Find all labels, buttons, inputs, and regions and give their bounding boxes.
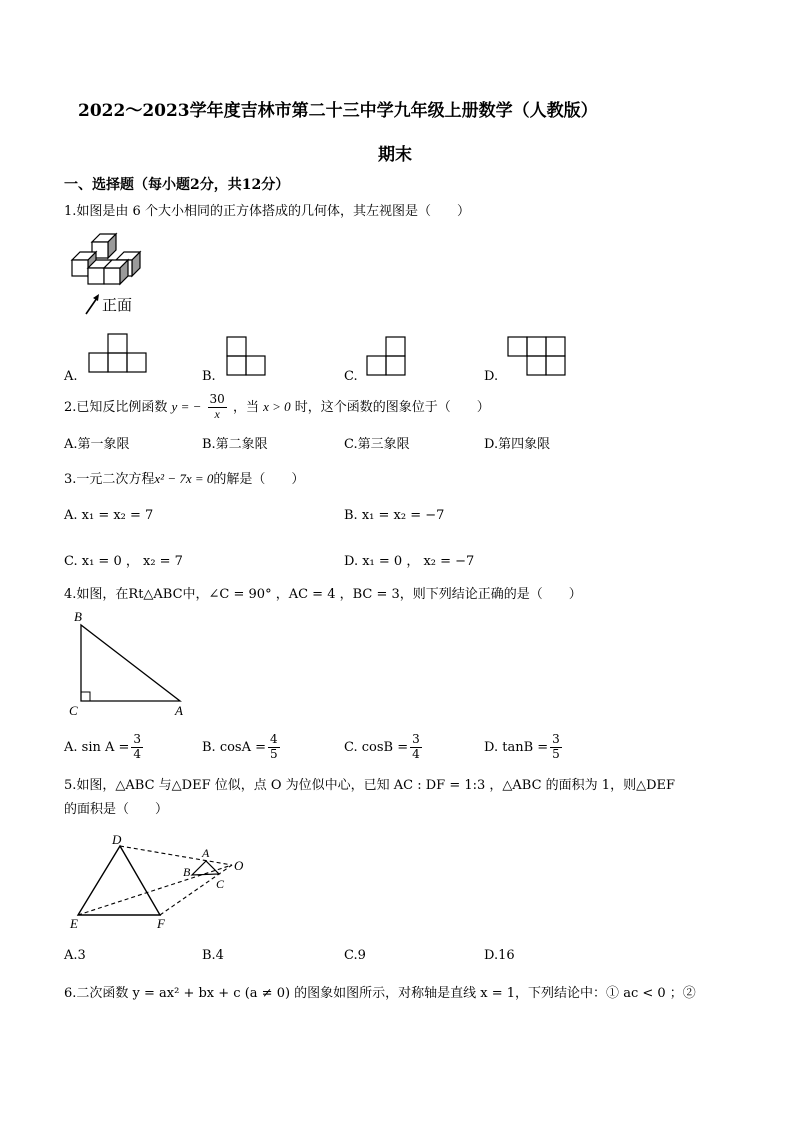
section-heading: 一、选择题（每小题2分，共12分） xyxy=(64,177,290,193)
question-2-option-b[interactable]: B.第二象限 xyxy=(202,437,268,452)
question-5-vertex-b: B xyxy=(183,865,191,879)
question-4-option-a[interactable]: A. sin A = $\frac{3}{4}$ xyxy=(64,732,142,761)
question-1-option-a-figure xyxy=(88,333,148,375)
question-2-text: 2.已知反比例函数 y = − $\frac{30}{x}$ ，当 x > 0 时，这个函数的图象位于（ ） xyxy=(64,392,490,421)
question-4-vertex-a: A xyxy=(175,703,183,718)
question-1-option-d-label[interactable]: D. xyxy=(484,369,499,384)
page-subtitle: 期末 xyxy=(378,145,412,165)
question-4-option-c[interactable]: C. cosB = $\frac{3}{4}$ xyxy=(344,732,420,761)
question-2-option-d[interactable]: D.第四象限 xyxy=(484,437,551,452)
question-4-option-b[interactable]: B. cosA = $\frac{4}{5}$ xyxy=(202,732,278,761)
question-5-option-c[interactable]: C.9 xyxy=(344,948,366,963)
question-1-option-b-figure xyxy=(226,336,268,378)
question-4-vertex-c: C xyxy=(69,703,78,718)
question-5-text-line2: 的面积是（ ） xyxy=(64,802,169,817)
question-1-front-label: 正面 xyxy=(102,296,133,314)
question-3-option-c[interactable]: C. x₁ = 0 ， x₂ = 7 xyxy=(64,554,183,569)
question-1-option-c-label[interactable]: C. xyxy=(344,369,358,384)
question-1-text: 1.如图是由 6 个大小相同的正方体搭成的几何体，其左视图是（ ） xyxy=(64,204,470,219)
question-2-option-a[interactable]: A.第一象限 xyxy=(64,437,130,452)
question-5-text-line1: 5.如图，△ABC 与△DEF 位似，点 O 为位似中心，已知 AC : DF = 1:3 ，△ABC 的面积为 1，则△DEF xyxy=(64,778,676,793)
question-5-vertex-d: D xyxy=(112,832,122,847)
question-4-triangle-figure xyxy=(64,605,194,721)
question-5-point-o: O xyxy=(234,858,244,873)
question-5-vertex-e: E xyxy=(70,916,78,931)
question-5-option-b[interactable]: B.4 xyxy=(202,948,224,963)
question-3-option-b[interactable]: B. x₁ = x₂ = −7 xyxy=(344,508,445,523)
question-1-option-c-figure xyxy=(366,336,408,378)
question-2-option-c[interactable]: C.第三象限 xyxy=(344,437,410,452)
question-5-option-a[interactable]: A.3 xyxy=(64,948,86,963)
question-6-text: 6.二次函数 y = ax² + bx + c (a ≠ 0) 的图象如图所示，对称轴是直线 x = 1，下列结论中：① ac < 0 ；② xyxy=(64,986,696,1001)
question-3-option-d[interactable]: D. x₁ = 0 ， x₂ = −7 xyxy=(344,554,475,569)
question-4-vertex-b: B xyxy=(74,609,82,624)
question-5-homothety-figure xyxy=(64,828,254,934)
question-5-vertex-c: C xyxy=(216,877,225,891)
question-2-fraction: $\frac{30}{x}$ xyxy=(209,392,225,421)
question-5-option-d[interactable]: D.16 xyxy=(484,948,515,963)
question-5-vertex-a: A xyxy=(202,846,210,860)
question-3-option-a[interactable]: A. x₁ = x₂ = 7 xyxy=(64,508,154,523)
question-5-vertex-f: F xyxy=(157,916,165,931)
question-4-text: 4.如图，在Rt△ABC中，∠C = 90° ，AC = 4 ，BC = 3，则下列结论正确的是（ ） xyxy=(64,587,582,602)
question-1-option-d-figure xyxy=(507,336,567,378)
question-4-option-d[interactable]: D. tanB = $\frac{3}{5}$ xyxy=(484,732,560,761)
question-1-option-a-label[interactable]: A. xyxy=(64,369,78,384)
question-3-text: 3.一元二次方程x² − 7x = 0的解是（ ） xyxy=(64,471,305,487)
question-1-option-b-label[interactable]: B. xyxy=(202,369,216,384)
page-title: 2022～2023学年度吉林市第二十三中学九年级上册数学（人教版） xyxy=(78,101,598,121)
